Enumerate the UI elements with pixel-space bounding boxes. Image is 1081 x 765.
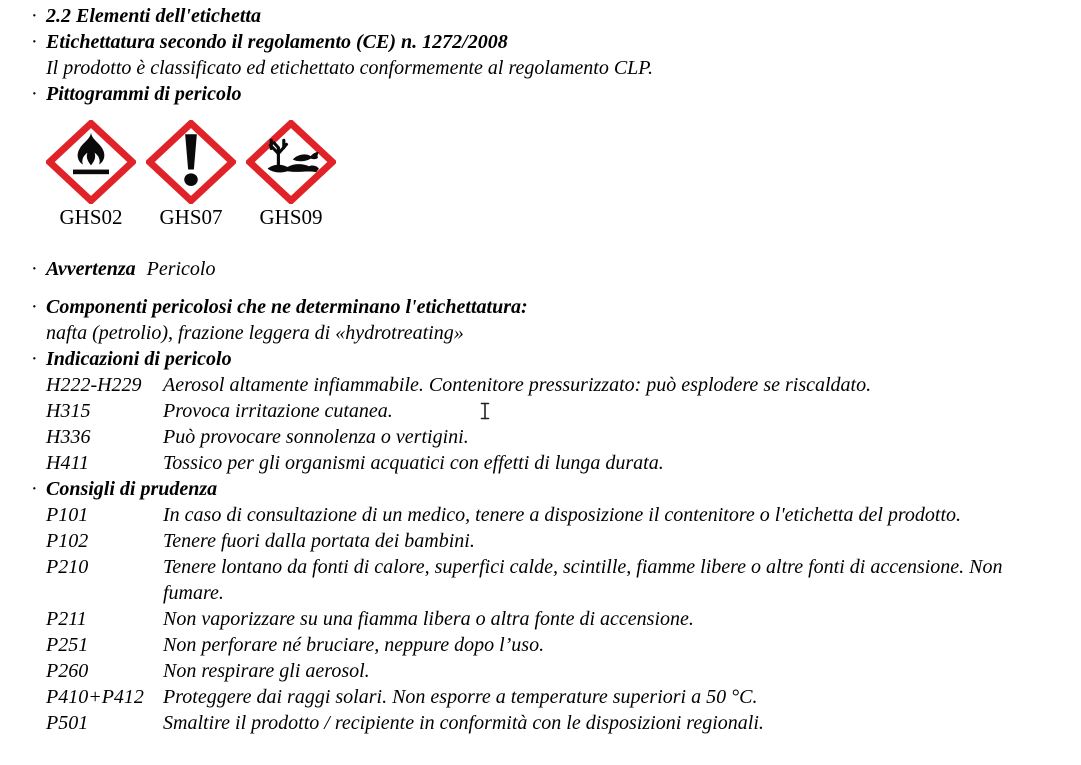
- signal-word-line: [31, 256, 1061, 282]
- hazard-statements-heading: [31, 346, 1061, 372]
- pictogram-ghs02: [46, 120, 136, 230]
- components-heading: [31, 294, 1061, 320]
- hazard-statement-text: Può provocare sonnolenza o vertigini.: [163, 426, 469, 448]
- pictograms-heading: [31, 81, 1061, 107]
- pictogram-row: [46, 120, 1061, 230]
- hazard-statement-text: Provoca irritazione cutanea.: [163, 400, 393, 422]
- pictogram-label-ghs09: GHS09: [259, 205, 323, 229]
- precautionary-statement-text: Non respirare gli aerosol.: [163, 660, 370, 682]
- hazard-statement-code: H411: [46, 452, 89, 474]
- text-cursor: [479, 402, 491, 420]
- pictogram-label-ghs02: GHS02: [59, 205, 123, 229]
- hazard-statement-text: Tossico per gli organismi acquatici con effetti di lunga durata.: [163, 452, 664, 474]
- labelling-heading: [31, 29, 1061, 55]
- precautionary-statement-row: [46, 502, 1061, 528]
- precautionary-statement-row: [46, 684, 1061, 710]
- precautionary-statement-text: Tenere fuori dalla portata dei bambini.: [163, 530, 475, 552]
- precautionary-statement-code: P501: [46, 712, 89, 734]
- components-value: [46, 320, 1061, 346]
- precautionary-statement-text: Non perforare né bruciare, neppure dopo l’uso.: [163, 634, 545, 656]
- precautionary-statement-text: In caso di consultazione di un medico, tenere a disposizione il contenitore o l'etichetta del prodotto.: [163, 504, 962, 526]
- hazard-statement-row: [46, 372, 1061, 398]
- components-heading-text: Componenti pericolosi che ne determinano l'etichettatura:: [46, 296, 528, 318]
- hazard-statement-text: Aerosol altamente infiammabile. Contenitore pressurizzato: può esplodere se riscaldato.: [163, 374, 872, 396]
- precautionary-statement-row: [46, 606, 1061, 632]
- pictograms-heading-text: Pittogrammi di pericolo: [46, 83, 242, 105]
- exclamation-mark-icon: [146, 120, 236, 204]
- pictogram-ghs09: [246, 120, 336, 230]
- precautionary-statement-row: [46, 710, 1061, 736]
- section-heading-text: 2.2 Elementi dell'etichetta: [46, 5, 261, 27]
- bullet-marker: ·: [31, 5, 38, 27]
- precautionary-statement-code: P251: [46, 634, 89, 656]
- hazard-statement-row: [46, 424, 1061, 450]
- bullet-marker: ·: [31, 31, 38, 53]
- precautionary-statements-list: [46, 502, 1061, 736]
- precautionary-statement-code: P410+P412: [46, 686, 144, 708]
- bullet-marker: ·: [31, 296, 38, 318]
- components-value-text: nafta (petrolio), frazione leggera di «hydrotreating»: [46, 322, 464, 344]
- bullet-marker: ·: [31, 83, 38, 105]
- precautionary-statement-code: P211: [46, 608, 87, 630]
- precautionary-statement-row: [46, 528, 1061, 554]
- precautionary-statements-heading-text: Consigli di prudenza: [46, 478, 218, 500]
- hazard-statement-code: H336: [46, 426, 91, 448]
- precautionary-statement-text: Proteggere dai raggi solari. Non esporre a temperature superiori a 50 °C.: [163, 686, 758, 708]
- precautionary-statement-code: P210: [46, 556, 89, 578]
- precautionary-statement-row: [46, 632, 1061, 658]
- precautionary-statement-text: Tenere lontano da fonti di calore, superfici calde, scintille, fiamme libere o altre fonti di accensione. Non fumare.: [163, 556, 1003, 604]
- precautionary-statement-text: Smaltire il prodotto / recipiente in conformità con le disposizioni regionali.: [163, 712, 764, 734]
- signal-word-label: Avvertenza: [46, 258, 136, 280]
- bullet-marker: ·: [31, 348, 38, 370]
- precautionary-statement-code: P102: [46, 530, 89, 552]
- hazard-statement-code: H222-H229: [46, 374, 142, 396]
- pictogram-ghs07: [146, 120, 236, 230]
- precautionary-statement-code: P101: [46, 504, 89, 526]
- labelling-body-text: Il prodotto è classificato ed etichettato conformemente al regolamento CLP.: [46, 57, 653, 79]
- environment-icon: [246, 120, 336, 204]
- precautionary-statement-row: [46, 658, 1061, 684]
- precautionary-statement-text: Non vaporizzare su una fiamma libera o altra fonte di accensione.: [163, 608, 694, 630]
- pictogram-label-ghs07: GHS07: [159, 205, 223, 229]
- hazard-statements-heading-text: Indicazioni di pericolo: [46, 348, 232, 370]
- hazard-statement-code: H315: [46, 400, 91, 422]
- precautionary-statement-code: P260: [46, 660, 89, 682]
- hazard-statement-row: [46, 398, 1061, 424]
- hazard-statement-row: [46, 450, 1061, 476]
- precautionary-statements-heading: [31, 476, 1061, 502]
- flame-icon: [46, 120, 136, 204]
- section-heading: [31, 3, 1061, 29]
- labelling-heading-text: Etichettatura secondo il regolamento (CE) n. 1272/2008: [46, 31, 508, 53]
- bullet-marker: ·: [31, 258, 38, 280]
- precautionary-statement-row: [46, 554, 1061, 606]
- signal-word-value: Pericolo: [146, 258, 216, 280]
- labelling-body: [46, 55, 1061, 81]
- bullet-marker: ·: [31, 478, 38, 500]
- hazard-statements-list: [46, 372, 1061, 476]
